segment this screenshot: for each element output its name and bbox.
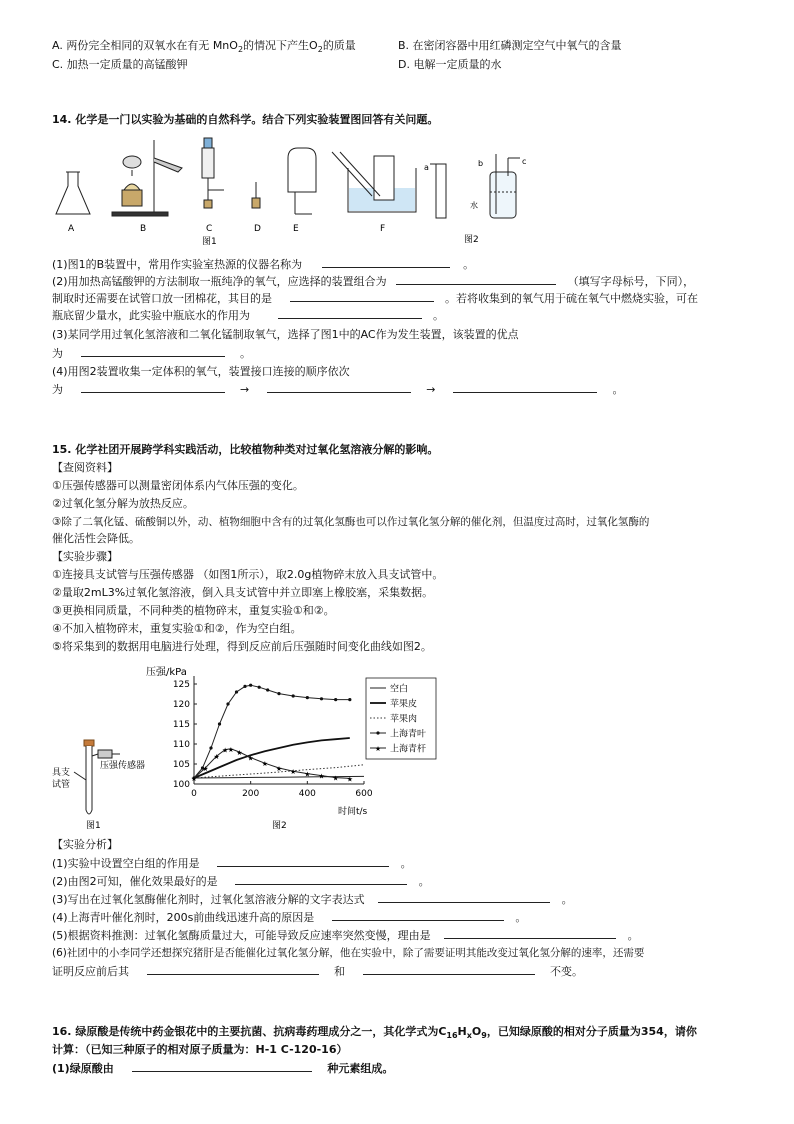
fig1-label-a: A	[68, 224, 75, 234]
q15-a3-text: (3)写出在过氧化氢酶催化剂时，过氧化氢溶液分解的文字表达式	[52, 893, 365, 906]
q16-title-text3: O	[471, 1025, 482, 1038]
q14-title: 14. 化学是一门以实验为基础的自然科学。结合下列实验装置图回答有关问题。	[52, 113, 439, 126]
q15-step-1: ①连接具支试管与压强传感器 （如图1所示），取2.0g植物碎末放入具支试管中。	[52, 568, 444, 581]
chart-point	[209, 746, 212, 749]
q15-a3-blank[interactable]	[378, 891, 550, 903]
chart-x-tick-label: 200	[242, 789, 260, 799]
chart-point	[235, 690, 238, 693]
q15-ref-heading: 【查阅资料】	[52, 461, 118, 474]
q15-steps-heading: 【实验步骤】	[52, 550, 118, 563]
q16-title-text1: 16. 绿原酸是传统中药金银花中的主要抗菌、抗病毒药理成分之一，其化学式为C	[52, 1025, 447, 1038]
q15-a6b-blank-1[interactable]	[147, 963, 319, 975]
chart-series	[191, 684, 364, 784]
q15-a5-blank[interactable]	[444, 927, 616, 939]
q15-a2-text: (2)由图2可知，催化效果最好的是	[52, 875, 218, 888]
chart-point: ★	[247, 754, 254, 763]
q15-fig1-caption: 图1	[86, 821, 101, 830]
q14-3b-blank[interactable]	[81, 345, 225, 357]
q14-4b-arrow-2: →	[426, 383, 436, 396]
chart-x-tick-label: 0	[191, 789, 197, 799]
legend-label-2: 苹果肉	[390, 714, 418, 725]
q16-q1-blank[interactable]	[132, 1060, 312, 1072]
chart-y-tick-label: 105	[172, 760, 190, 770]
q14-4b-arrow-1: →	[240, 383, 250, 396]
q14-2c-blank[interactable]	[278, 307, 422, 319]
q14-4b-blank-1[interactable]	[81, 381, 225, 393]
apparatus-c-funnel	[202, 138, 224, 208]
q14-4b-blank-3[interactable]	[453, 381, 597, 393]
q14-2a-text: (2)用加热高锰酸钾的方法制取一瓶纯净的氧气，应选择的装置组合为	[52, 275, 387, 288]
chart-point	[218, 722, 221, 725]
q15-ref-3b: 催化活性会降低。	[52, 532, 140, 545]
q15-step-2: ②量取2mL3%过氧化氢溶液，倒入具支试管中并立即塞上橡胶塞，采集数据。	[52, 586, 434, 599]
chart-y-tick-label: 125	[172, 680, 190, 690]
q14-4b-end: 。	[612, 383, 624, 396]
q14-2b-blank[interactable]	[290, 290, 434, 302]
q15-a1-end: 。	[400, 857, 412, 870]
chart-point: ★	[236, 749, 243, 757]
chart-point: ★	[261, 760, 268, 769]
legend-label-1: 苹果皮	[390, 699, 418, 710]
chart-point	[277, 692, 280, 695]
chart-point: ★	[213, 753, 220, 761]
q14-4b	[52, 381, 623, 398]
fig2-port-b: b	[478, 159, 484, 168]
chart-point	[258, 686, 261, 689]
legend-label-3: 上海青叶	[390, 729, 427, 740]
apparatus-f-trough	[332, 152, 416, 212]
chart-point: ★	[346, 775, 353, 784]
q15-a1	[52, 855, 412, 872]
fig1-label-f: F	[380, 224, 386, 234]
q14-2c-end: 。	[433, 309, 444, 322]
q15-a6a: (6)社团中的小李同学还想探究猪肝是否能催化过氧化氢分解，他在实验中，除了需要证明其能改变过氧化氢分解的速率，还需要	[52, 947, 645, 959]
chart-point: ★	[290, 768, 297, 777]
option-a-text1: A. 两份完全相同的双氧水在有无 MnO	[52, 39, 238, 52]
chart-point: ★	[227, 745, 234, 754]
q15-a5-end: 。	[627, 929, 639, 942]
q14-2a-blank[interactable]	[396, 273, 556, 285]
pressure-chart	[140, 660, 440, 835]
q14-1-end: 。	[463, 258, 475, 271]
q14-2a	[52, 273, 694, 290]
q15-a1-text: (1)实验中设置空白组的作用是	[52, 857, 200, 870]
chart-series-line-3	[194, 685, 350, 778]
fig2-caption: 图2	[464, 235, 479, 245]
fig1-caption: 图1	[202, 237, 217, 246]
q14-1-blank[interactable]	[322, 256, 450, 268]
chart-y-tick-label: 100	[172, 780, 190, 790]
q15-a6b-and: 和	[334, 965, 345, 978]
chart-y-tick-label: 120	[172, 700, 190, 710]
option-a-text3: 的质量	[322, 39, 356, 52]
q15-a4	[52, 909, 526, 926]
chart-legend	[366, 678, 436, 759]
option-a	[52, 38, 356, 58]
option-a-text2: 的情况下产生O	[243, 39, 318, 52]
chart-point: ★	[222, 746, 229, 755]
chart-point: ★	[202, 765, 209, 773]
q15-a5-text: (5)根据资料推测：过氧化氢酶质量过大，可能导致反应速率突然变慢，理由是	[52, 929, 431, 942]
chart-x-tick-label: 600	[355, 789, 373, 799]
q15-a6b	[52, 963, 583, 980]
chart-point	[243, 685, 246, 688]
q14-2b-end: 。若将收集到的氧气用于硫在氧气中燃烧实验，可在	[445, 292, 698, 305]
legend-marker	[376, 731, 379, 734]
q14-2b	[52, 290, 698, 307]
q15-a5	[52, 927, 639, 944]
chart-ylabel: 压强/kPa	[146, 667, 187, 678]
apparatus-d-stopper	[252, 182, 260, 208]
q14-1-text: (1)图1的B装置中，常用作实验室热源的仪器名称为	[52, 258, 303, 271]
chart-point: ★	[275, 765, 283, 773]
fig2-port-c: c	[522, 157, 527, 166]
chart-point	[266, 688, 269, 691]
q14-2b-text: 制取时还需要在试管口放一团棉花，其目的是	[52, 292, 272, 305]
q15-ref-1: ①压强传感器可以测量密闭体系内气体压强的变化。	[52, 479, 304, 492]
chart-point	[320, 697, 323, 700]
fig2-water-label: 水	[470, 201, 478, 210]
q16-sub-c: 16	[446, 1031, 458, 1041]
q14-4b-text: 为	[52, 383, 63, 396]
q15-title: 15. 化学社团开展跨学科实践活动，比较植物种类对过氧化氢溶液分解的影响。	[52, 443, 439, 456]
fig1-label-b: B	[140, 224, 147, 234]
q15-a2-end: 。	[418, 875, 430, 888]
q15-ref-3a: ③除了二氧化锰、硫酸铜以外，动、植物细胞中含有的过氧化氢酶也可以作过氧化氢分解的催化剂，但温度过高时，过氧化氢酶的	[52, 516, 650, 528]
q16-line2: 计算：（已知三种原子的相对原子质量为：H-1 C-120-16）	[52, 1043, 348, 1056]
chart-y-tick-label: 110	[172, 740, 190, 750]
q15-a6b-blank-2[interactable]	[363, 963, 535, 975]
q15-step-5: ⑤将采集到的数据用电脑进行处理，得到反应前后压强随时间变化曲线如图2。	[52, 640, 432, 653]
q14-4a: (4)用图2装置收集一定体积的氧气，装置接口连接的顺序依次	[52, 365, 350, 378]
chart-y-tick-label: 115	[172, 720, 190, 730]
option-d: D. 电解一定质量的水	[398, 58, 502, 71]
q16-title-text2: H	[457, 1025, 467, 1038]
q14-2c-text: 瓶底留少量水，此实验中瓶底水的作用为	[52, 309, 250, 322]
fig1-label-c: C	[206, 224, 213, 234]
q15-ref-2: ②过氧化氢分解为放热反应。	[52, 497, 194, 510]
legend-marker: ★	[374, 745, 382, 753]
q16-sub-h: x	[466, 1031, 472, 1041]
fig1-label-d: D	[254, 224, 261, 234]
q14-2a-end: （填写字母标号，下同），	[567, 275, 695, 288]
q14-3b	[52, 345, 251, 362]
q15-a2	[52, 873, 430, 890]
chart-point: ★	[332, 774, 339, 783]
q14-2c	[52, 307, 444, 324]
q15-fig1-tube-label-1: 具支	[52, 768, 71, 778]
legend-label-0: 空白	[390, 684, 409, 695]
q15-analysis-heading: 【实验分析】	[52, 838, 118, 851]
q15-a4-end: 。	[515, 911, 527, 924]
q15-step-3: ③更换相同质量，不同种类的植物碎末，重复实验①和②。	[52, 604, 335, 617]
fig2-port-a: a	[424, 163, 429, 172]
chart-point	[249, 684, 252, 687]
q15-a3-end: 。	[561, 893, 573, 906]
q15-a6b-end: 不变。	[550, 965, 583, 978]
option-a-sub2: 2	[317, 45, 323, 55]
chart-point: ★	[190, 775, 198, 783]
q16-title-text4: ，已知绿原酸的相对分子质量为354，请你	[486, 1025, 697, 1038]
chart-point	[226, 702, 229, 705]
chart-axes	[173, 676, 373, 799]
option-a-sub1: 2	[237, 45, 244, 55]
q15-a4-text: (4)上海青叶催化剂时，200s前曲线迅速升高的原因是	[52, 911, 315, 924]
q16-q1-text: (1)绿原酸由	[52, 1062, 114, 1075]
q16-sub-o: 9	[481, 1031, 487, 1041]
q15-a1-blank[interactable]	[217, 855, 389, 867]
legend-label-4: 上海青杆	[390, 744, 427, 755]
q15-fig1-tube-label-2: 试管	[52, 780, 71, 790]
chart-x-tick-label: 400	[298, 789, 316, 799]
q14-3b-end: 。	[240, 347, 251, 360]
chart-caption: 图2	[272, 821, 287, 831]
chart-point	[334, 698, 337, 701]
chart-point	[292, 694, 295, 697]
q14-4b-blank-2[interactable]	[267, 381, 411, 393]
q14-3b-text: 为	[52, 347, 63, 360]
apparatus-b-heating	[112, 140, 182, 216]
chart-xlabel: 时间t/s	[338, 807, 368, 817]
q15-a3	[52, 891, 573, 908]
q14-1	[52, 256, 474, 273]
option-c: C. 加热一定质量的高锰酸钾	[52, 58, 188, 71]
apparatus-e-bottle	[288, 148, 316, 214]
q15-a2-blank[interactable]	[235, 873, 407, 885]
q16-q1-end: 种元素组成。	[327, 1062, 394, 1075]
q15-a6b-text: 证明反应前后其	[52, 965, 129, 978]
fig1-label-e: E	[293, 224, 299, 234]
q16-q1	[52, 1060, 393, 1077]
apparatus-a-flask	[56, 172, 90, 214]
chart-point	[306, 696, 309, 699]
chart-point	[348, 698, 351, 701]
q15-fig1-sensor-label: 压强传感器	[100, 761, 146, 771]
q14-apparatus-figure	[50, 134, 550, 246]
q15-step-4: ④不加入植物碎末，重复实验①和②，作为空白组。	[52, 622, 302, 635]
option-b: B. 在密闭容器中用红磷测定空气中氧气的含量	[398, 39, 622, 52]
q15-a4-blank[interactable]	[332, 909, 504, 921]
q14-3a: (3)某同学用过氧化氢溶液和二氧化锰制取氧气，选择了图1中的AC作为发生装置，该装置的优点	[52, 328, 519, 341]
chart-point: ★	[318, 772, 325, 781]
chart-point: ★	[304, 770, 311, 779]
